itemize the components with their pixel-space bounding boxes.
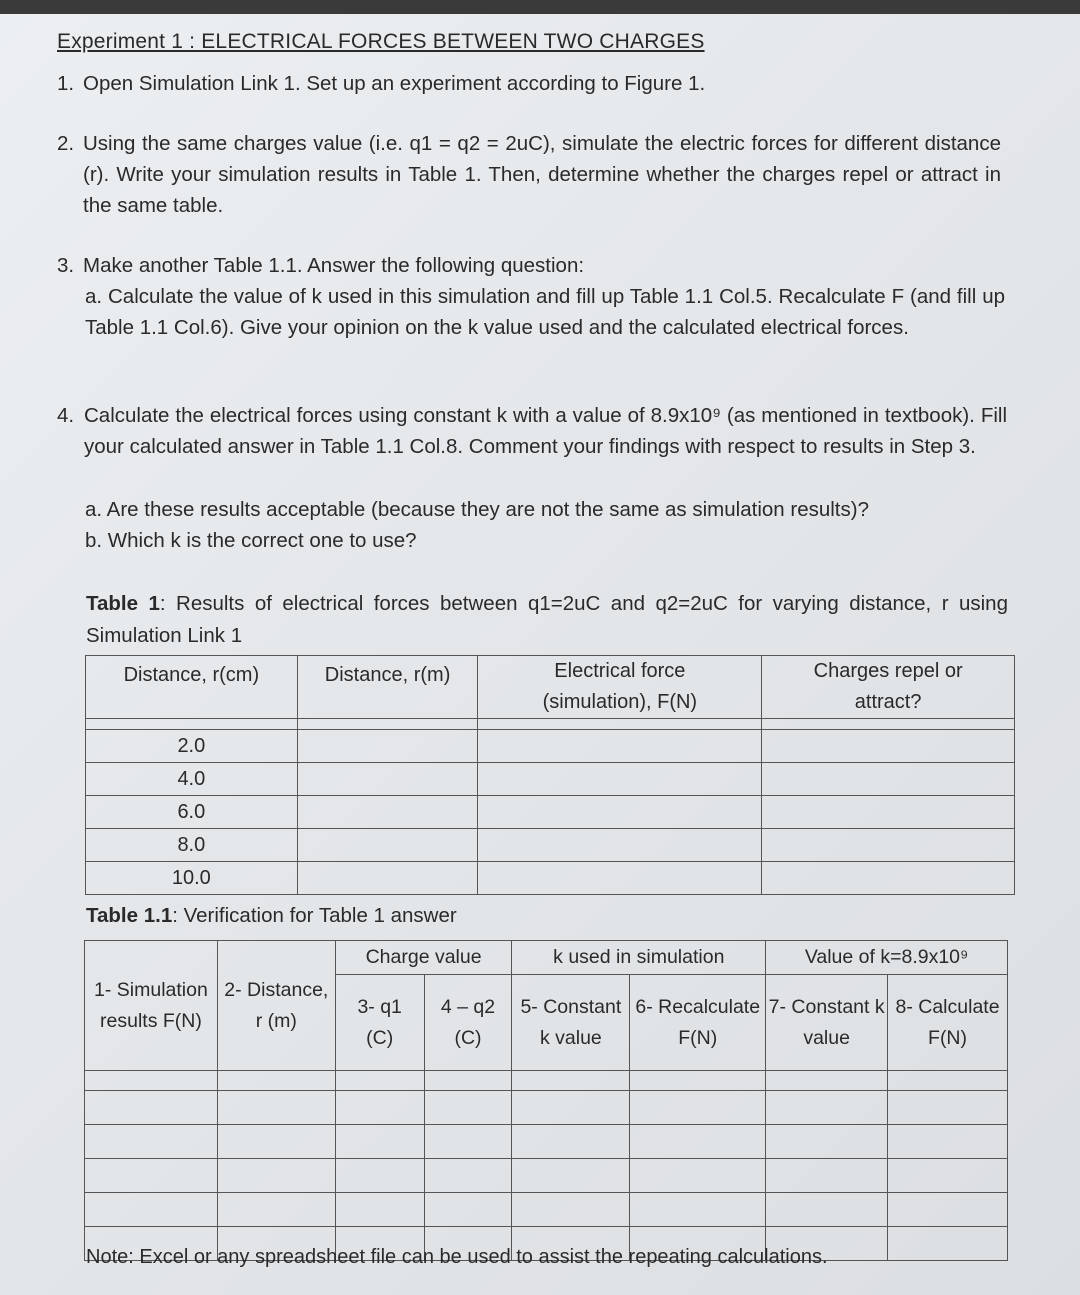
empty-cell[interactable] (217, 1159, 335, 1193)
step-subitem-a: a. Calculate the value of k used in this simulation and fill up Table 1.1 Col.5. Recalculate F (and fill up Table 1.1 Col.6). Give your opinion on the k value used and the calculated electrical forces. (85, 285, 1005, 339)
empty-cell[interactable] (630, 1091, 766, 1125)
empty-cell[interactable] (478, 862, 762, 895)
table-1-1 (84, 940, 1008, 1261)
empty-cell[interactable] (762, 730, 1015, 763)
empty-cell[interactable] (478, 763, 762, 796)
empty-cell[interactable] (762, 862, 1015, 895)
header-group-k-textbook: Value of k=8.9x10⁹ (766, 941, 1008, 975)
empty-cell[interactable] (297, 796, 478, 829)
header-electrical-force: Electrical force (simulation), F(N) (478, 656, 762, 719)
empty-cell[interactable] (478, 829, 762, 862)
table-row (85, 1091, 1008, 1125)
empty-cell[interactable] (478, 730, 762, 763)
empty-cell[interactable] (888, 1091, 1008, 1125)
empty-cell[interactable] (297, 730, 478, 763)
header-distance-cm: Distance, r(cm) (86, 656, 298, 719)
table-row (86, 796, 1015, 829)
footer-note: Note: Excel or any spreadsheet file can be used to assist the repeating calculations. (86, 1246, 828, 1268)
step-text: Calculate the electrical forces using constant k with a value of 8.9x10⁹ (as mentioned in textbook). Fill your calculated answer in Table 1.1 Col.8. Comment your findings with respect to results in Step 3. (84, 404, 1007, 458)
empty-cell[interactable] (762, 763, 1015, 796)
header-col2-distance: 2- Distance, r (m) (217, 941, 335, 1071)
step-text: Using the same charges value (i.e. q1 = q2 = 2uC), simulate the electric forces for different distance (r). Write your simulation results in Table 1. Then, determine whether the charges repel or attract in the same table. (83, 132, 1001, 217)
header-col8-calculate-f: 8- Calculate F(N) (888, 975, 1008, 1071)
empty-cell[interactable] (335, 1159, 424, 1193)
table1-caption-label: Table 1 (86, 592, 160, 615)
empty-cell[interactable] (217, 1091, 335, 1125)
empty-cell[interactable] (766, 1091, 888, 1125)
empty-cell[interactable] (888, 1159, 1008, 1193)
empty-cell[interactable] (766, 1193, 888, 1227)
header-col1-simulation-results: 1- Simulation results F(N) (85, 941, 218, 1071)
table1-caption (86, 588, 1008, 652)
empty-cell[interactable] (297, 763, 478, 796)
empty-cell[interactable] (335, 1193, 424, 1227)
step-subitem-a: a. Are these results acceptable (because they are not the same as simulation results)? (85, 498, 869, 521)
empty-cell[interactable] (335, 1091, 424, 1125)
header-col4-q2: 4 – q2 (C) (424, 975, 512, 1071)
table-row (85, 1125, 1008, 1159)
step-number: 1. (57, 72, 75, 95)
empty-cell[interactable] (888, 1227, 1008, 1261)
empty-cell[interactable] (630, 1193, 766, 1227)
header-col6-recalculate-f: 6- Recalculate F(N) (630, 975, 766, 1071)
empty-cell[interactable] (297, 862, 478, 895)
table-header-row (86, 656, 1015, 719)
empty-cell[interactable] (762, 796, 1015, 829)
distance-cm-cell: 2.0 (86, 730, 298, 763)
table-row (86, 730, 1015, 763)
step-subitem-b: b. Which k is the correct one to use? (85, 529, 417, 552)
header-col7-constant-k: 7- Constant k value (766, 975, 888, 1071)
empty-cell[interactable] (762, 829, 1015, 862)
empty-cell[interactable] (630, 1159, 766, 1193)
distance-cm-cell: 8.0 (86, 829, 298, 862)
empty-cell[interactable] (297, 829, 478, 862)
empty-cell[interactable] (630, 1125, 766, 1159)
header-col3-q1: 3- q1 (C) (335, 975, 424, 1071)
empty-cell[interactable] (217, 1193, 335, 1227)
distance-cm-cell: 6.0 (86, 796, 298, 829)
empty-cell[interactable] (478, 796, 762, 829)
table2-caption (86, 900, 457, 932)
table2-caption-label: Table 1.1 (86, 904, 173, 927)
empty-cell[interactable] (512, 1125, 630, 1159)
step-number: 2. (57, 132, 75, 155)
step-number: 4. (57, 404, 75, 427)
table-row (86, 763, 1015, 796)
empty-cell[interactable] (512, 1159, 630, 1193)
header-repel-attract: Charges repel or attract? (762, 656, 1015, 719)
empty-cell[interactable] (424, 1193, 512, 1227)
worksheet-page (0, 14, 1080, 1295)
table-row (86, 862, 1015, 895)
empty-cell[interactable] (424, 1159, 512, 1193)
empty-cell[interactable] (217, 1125, 335, 1159)
empty-cell[interactable] (424, 1125, 512, 1159)
header-group-k-simulation: k used in simulation (512, 941, 766, 975)
step-text: Open Simulation Link 1. Set up an experiment according to Figure 1. (83, 72, 706, 95)
empty-cell[interactable] (888, 1125, 1008, 1159)
empty-cell[interactable] (85, 1159, 218, 1193)
empty-cell[interactable] (85, 1193, 218, 1227)
header-group-charge-value: Charge value (335, 941, 512, 975)
empty-cell[interactable] (85, 1125, 218, 1159)
empty-cell[interactable] (766, 1159, 888, 1193)
empty-cell[interactable] (85, 1091, 218, 1125)
step-number: 3. (57, 254, 75, 277)
table-row (86, 829, 1015, 862)
empty-cell[interactable] (335, 1125, 424, 1159)
header-distance-m: Distance, r(m) (297, 656, 478, 719)
table-row (85, 1159, 1008, 1193)
empty-cell[interactable] (766, 1125, 888, 1159)
step-text: Make another Table 1.1. Answer the following question: (83, 254, 585, 277)
header-col5-constant-k: 5- Constant k value (512, 975, 630, 1071)
experiment-title: Experiment 1 : ELECTRICAL FORCES BETWEEN TWO CHARGES (57, 30, 705, 53)
empty-cell[interactable] (512, 1193, 630, 1227)
empty-cell[interactable] (888, 1193, 1008, 1227)
table-row (85, 1193, 1008, 1227)
empty-cell[interactable] (424, 1091, 512, 1125)
empty-cell[interactable] (512, 1091, 630, 1125)
table-group-header-row (85, 941, 1008, 975)
distance-cm-cell: 4.0 (86, 763, 298, 796)
distance-cm-cell: 10.0 (86, 862, 298, 895)
table1-caption-text: : Results of electrical forces between q1=2uC and q2=2uC for varying distance, r using Simulation Link 1 (86, 592, 1008, 647)
table-1 (85, 655, 1015, 895)
table2-caption-text: : Verification for Table 1 answer (172, 904, 457, 927)
